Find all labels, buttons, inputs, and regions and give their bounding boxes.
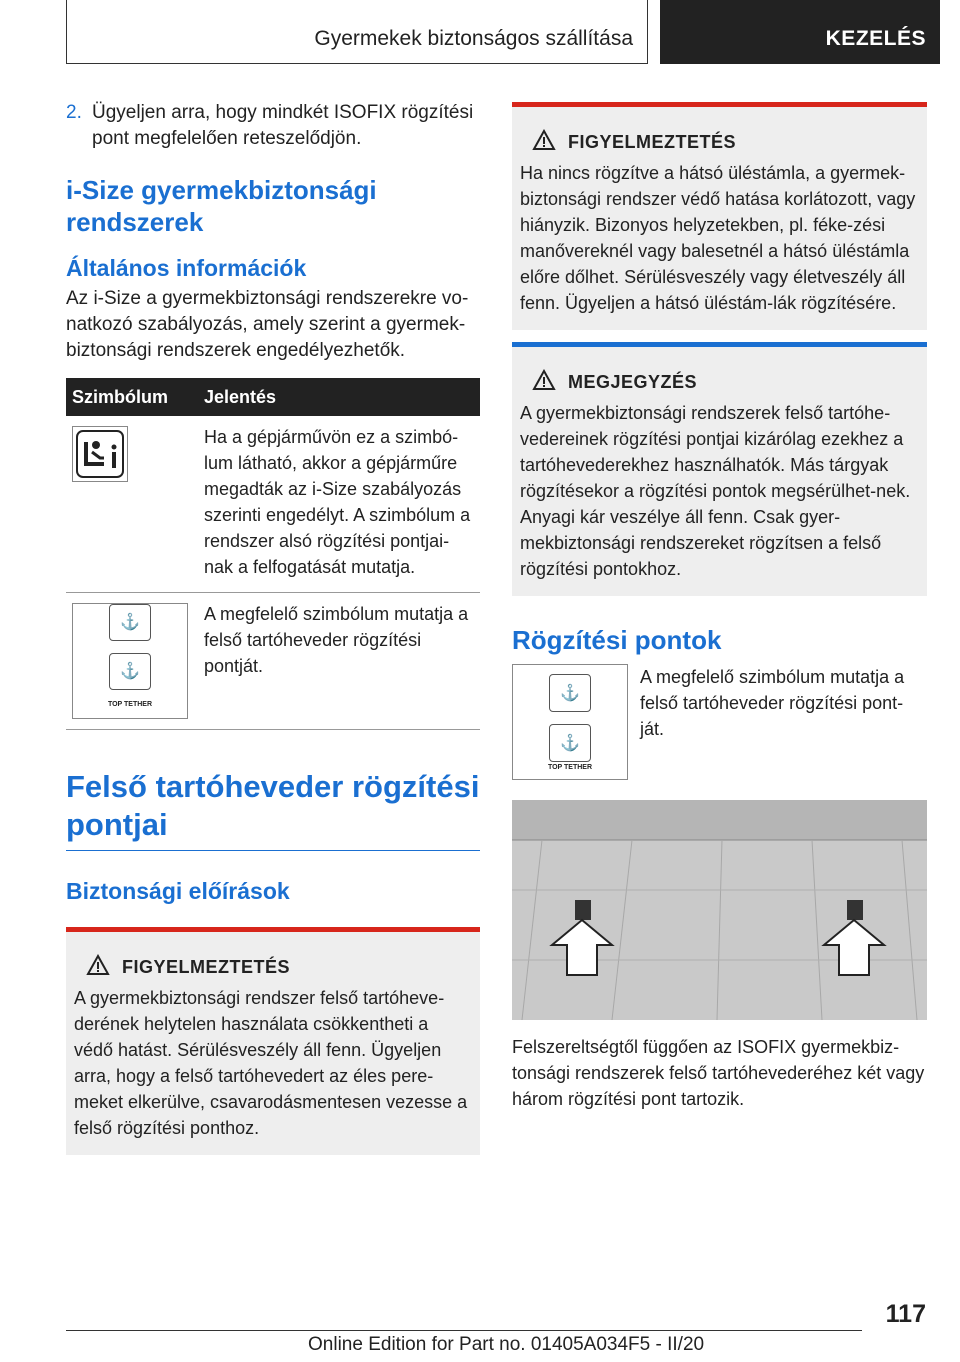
warning-icon [532,129,556,156]
row2-meaning: A megfelelő szimbólum mutatja a felső tartóheveder rögzítési pontját. [198,593,480,730]
top-tether-icon-box [512,664,628,780]
warning-body: Ha nincs rögzítve a hátsó üléstámla, a gyermek-biztonsági rendszer védő hatása korlátozott, vagy hiányzik. Bizonyos helyzetekben, pl. féke-zési manővereknél vagy balesetnél a hátsó üléstámla előre dőlhet. Sérülésveszély vagy életveszély áll fenn. Ügyeljen a hátsó üléstám-lák rögzítésére. [520,163,916,313]
footer-divider [66,1330,862,1331]
header-section-box [66,0,648,64]
note-body: A gyermekbiztonsági rendszerek felső tartóhe-vedereinek rögzítési pontjai kizárólag ezekhez a tartóhevederekhez használhatók. Más tárgyak rögzítésekor a rögzítési pontok megsérülhet-nek. Anyagi kár veszélye áll fenn. Csak gyer-mekbiztonsági rendszereket rögzítsen a felső rögzítési pontokhoz. [520,403,911,579]
top-tether-label: TOP TETHER [107,701,153,708]
anchor-points-text: A megfelelő szimbólum mutatja a felső tartóheveder rögzítési pont-ját. [640,667,905,739]
isize-seat-icon [72,426,128,482]
anchor-seat-icon: ⚓ [549,674,591,712]
right-column [512,100,927,1112]
step-item [66,100,480,152]
row1-meaning: Ha a gépjárművön ez a szimbó-lum látható, akkor a gépjárműre megadták az i-Size szabályozás szerinti engedélyt. A szimbólum a rendszer alsó rögzítési pontjai-nak a felfogatását mutatja. [198,416,480,593]
note-title: MEGJEGYZÉS [568,372,698,392]
note-box [512,342,927,596]
warning-title: FIGYELMEZTETÉS [568,132,737,152]
warning-box [512,102,927,330]
anchor-seat-icon: ⚓ [109,604,151,641]
anchor-seat-icon: ⚓ [109,653,151,690]
section-title: Gyermekek biztonságos szállítása [314,27,633,50]
edition-text: Online Edition for Part no. 01405A034F5 - II/20 [308,1334,705,1355]
warning-icon [86,954,110,981]
symbol-table [66,378,480,730]
cargo-area-photo [512,800,927,1020]
anchor-seat-icon: ⚓ [549,724,591,762]
col-header-symbol: Szimbólum [66,378,198,416]
warning-title: FIGYELMEZTETÉS [122,957,291,977]
chapter-title: KEZELÉS [825,27,926,50]
left-column [66,100,480,1155]
heading-general-info: Általános információk [66,255,307,281]
step-text: Ügyeljen arra, hogy mindkét ISOFIX rögzítési pont megfelelően reteszelődjön. [92,102,474,149]
top-tether-icon-box [72,603,188,719]
warning-box [66,927,480,1155]
top-tether-label: TOP TETHER [547,763,593,771]
heading-isize: i-Size gyermekbiztonsági rendszerek [66,175,377,237]
image-caption: Felszereltségtől függően az ISOFIX gyermekbiz-tonsági rendszerek felső tartóhevederéhez két vagy három rögzítési pont tartozik. [512,1037,925,1109]
heading-upper-tether: Felső tartóheveder rögzítési pontjai [66,768,480,851]
page-number: 117 [885,1300,926,1328]
warning-body: A gyermekbiztonsági rendszer felső tartóheve-derének helytelen használata csökkentheti a védő hatást. Sérülésveszély áll fenn. Ügyeljen arra, hogy a felső tartóhevedert az éles pere-meket elkerülve, csavarodásmentesen vezesse a felső rögzítési ponthoz. [74,988,468,1138]
intro-paragraph: Az i-Size a gyermekbiztonsági rendszerekre vo-natkozó szabályozás, amely szerint a gyermek-biztonsági rendszerek engedélyezhetők. [66,288,469,361]
header-chapter-box [660,0,940,64]
step-number: 2. [66,102,82,123]
heading-anchor-points: Rögzítési pontok [512,625,722,655]
table-row [66,416,480,593]
table-row [66,593,480,730]
warning-icon [532,369,556,396]
heading-safety: Biztonsági előírások [66,878,290,904]
col-header-meaning: Jelentés [198,378,480,416]
